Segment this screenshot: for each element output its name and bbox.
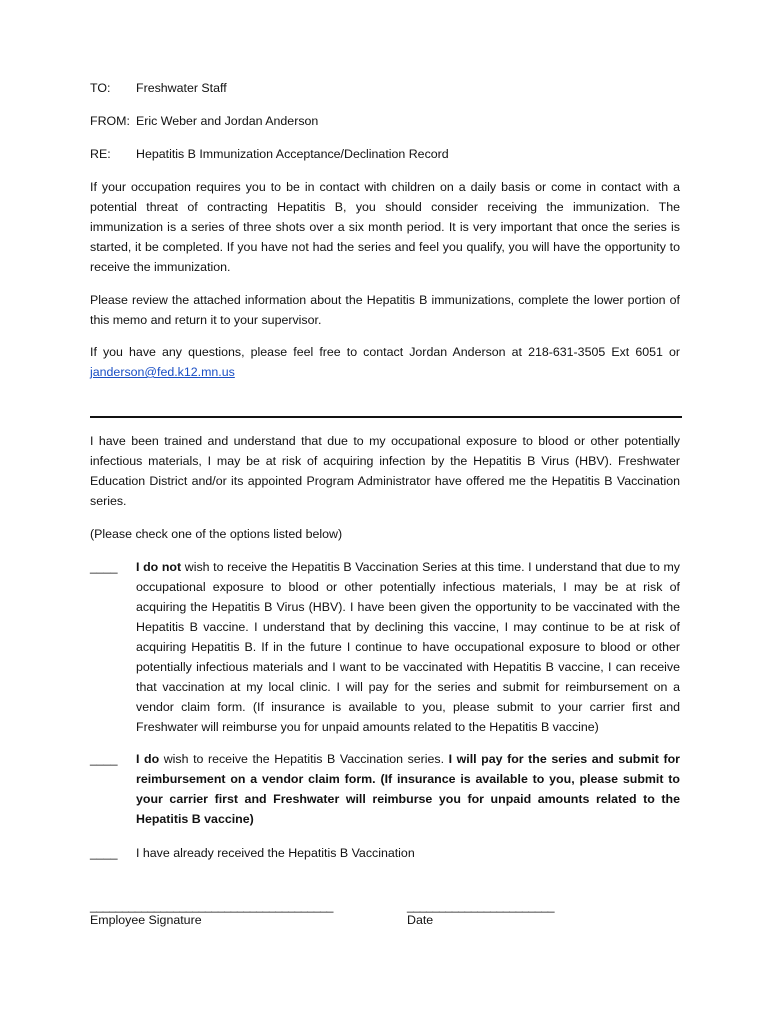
accept-body: wish to receive the Hepatitis B Vaccination series. [159,752,449,766]
from-label: FROM: [90,114,130,128]
date-label: Date [407,913,434,927]
decline-text [136,557,680,737]
to-value: Freshwater Staff [136,81,227,95]
re-label: RE: [90,147,111,161]
received-checkbox-blank[interactable]: ____ [90,846,118,860]
check-instruction: (Please check one of the options listed below) [90,527,343,541]
accept-checkbox-blank[interactable]: ____ [90,752,118,766]
from-row [90,111,318,131]
option-accept [90,749,682,829]
decline-bold: I do not [136,560,182,574]
instructions-paragraph: Please review the attached information about the Hepatitis B immunizations, complete the lower portion of this memo and return it to your supervisor. [90,293,680,327]
consent-statement: I have been trained and understand that due to my occupational exposure to blood or other potentially infectious materials, I may be at risk of acquiring infection by the Hepatitis B Virus (HBV). Freshwater Education District and/or its appointed Program Administrator have offered me the Hepatitis B Vaccination series. [90,434,680,508]
accept-bold: I do [136,752,160,766]
decline-body: wish to receive the Hepatitis B Vaccination Series at this time. I understand that due to my occupational exposure to blood or other potentially infectious materials, I may be at risk of acquiring the Hepatitis B Virus (HBV). I have been given the opportunity to be vaccinated with the Hepatitis B vaccine. I understand that by declining this vaccine, I may continue to be at risk of acquiring Hepatitis B. If in the future I continue to have occupational exposure to blood or other potentially infectious materials and I want to be vaccinated with Hepatitis B vaccine, I can receive that vaccination at my local clinic. I will pay for the series and submit for reimbursement on a vendor claim form. (If insurance is available to you, please submit to your carrier first and Freshwater will reimburse you for unpaid amounts related to the Hepatitis B vaccine) [136,560,680,734]
received-text: I have already received the Hepatitis B Vaccination [136,846,415,860]
employee-signature-label: Employee Signature [90,913,202,927]
employee-signature-line[interactable]: ______________________________________ [90,899,333,913]
accept-text [136,749,680,829]
intro-paragraph: If your occupation requires you to be in contact with children on a daily basis or come in contact with a potential threat of contracting Hepatitis B, you should consider receiving the immunization. The immunization is a series of three shots over a six month period. It is very important that once the series is started, it be completed. If you have not had the series and feel you qualify, you will have the opportunity to receive the immunization. [90,180,680,274]
re-row [90,144,449,164]
decline-checkbox-blank[interactable]: ____ [90,560,118,574]
to-label: TO: [90,81,111,95]
contact-paragraph [90,342,680,382]
re-value: Hepatitis B Immunization Acceptance/Declination Record [136,147,449,161]
accept-bold-tail: I will pay for the series and submit for reimbursement on a vendor claim form. (If insurance is available to you, please submit to your carrier first and Freshwater will reimburse you for unpaid amounts related to the Hepatitis B vaccine) [136,752,681,826]
from-value: Eric Weber and Jordan Anderson [136,114,319,128]
date-line[interactable]: _______________________ [407,899,554,913]
contact-text: If you have any questions, please feel free to contact Jordan Anderson at 218-631-3505 Ext 6051 or [90,345,680,359]
email-link[interactable]: janderson@fed.k12.mn.us [90,365,235,379]
option-already-received [90,843,682,863]
to-row [90,78,227,98]
option-decline [90,557,682,737]
section-divider [90,416,682,418]
